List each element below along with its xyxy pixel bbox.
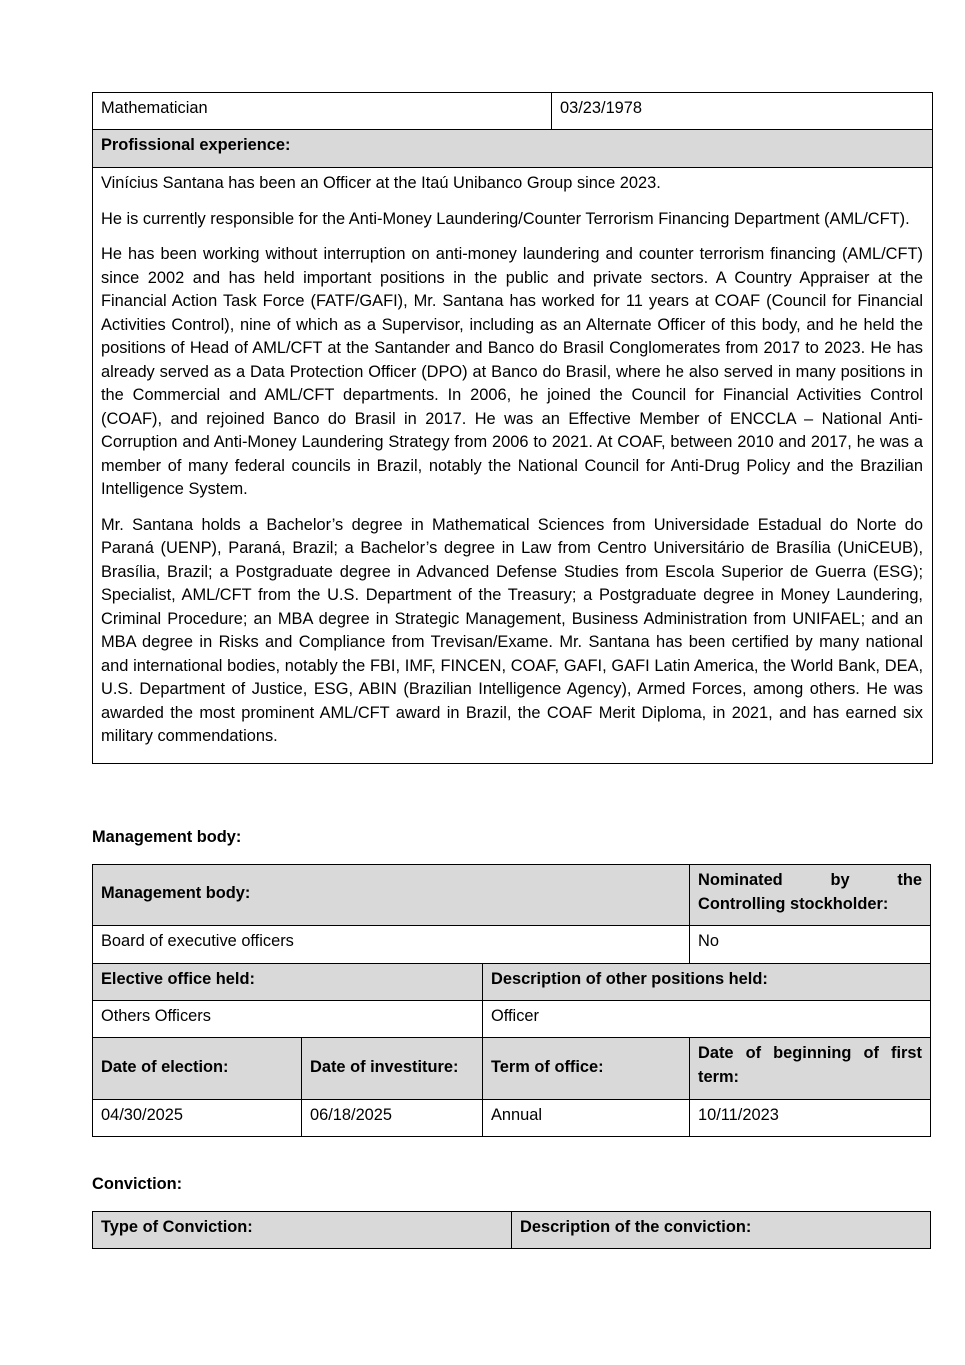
nominated-label: Nominated by the Controlling stockholder: xyxy=(690,865,931,926)
experience-body xyxy=(93,168,933,764)
birth-date: 03/23/1978 xyxy=(560,99,643,117)
experience-paragraph: He has been working without interruption on anti-money laundering and counter terrorism financing (AML/CFT) since 2002 and has held important positions in the public and private sectors. A Country Appraiser at the Financial Action Task Force (FATF/GAFI), Mr. Santana has worked for 11 years at COAF (Council for Financial Activities Control), nine of which as a Supervisor, including as an Alternate Officer of this body, and he held the positions of Head of AML/CFT at the Santander and Banco do Brasil Conglomerates from 2017 to 2023. He has already served as a Data Protection Officer (DPO) at Banco do Brasil, where he also served in many positions in the Commercial and AML/CFT departments. In 2006, he joined the Council for Financial Activities Control (COAF), and rejoined Banco do Brasil in 2017. He was an Effective Member of ENCCLA – National Anti-Corruption and Anti-Money Laundering Strategy from 2006 to 2021. At COAF, between 2010 and 2017, he was a member of many federal councils in Brazil, notably the National Council for Anti-Drug Policy and the Brazilian Intelligence System. xyxy=(101,245,923,498)
conviction-type-label: Type of Conviction: xyxy=(93,1212,512,1249)
experience-paragraph: Mr. Santana holds a Bachelor’s degree in Mathematical Sciences from Universidade Estadual do Norte do Paraná (UENP), Paraná, Brazil; a Bachelor’s degree in Law from Centro Universitário de Brasília (UniCEUB), Brasília, Brazil; a Postgraduate degree in Advanced Defense Studies from Escola Superior de Guerra (ESG); Specialist, AML/CFT from the U.S. Department of the Treasury; a Postgraduate degree in Money Laundering, Criminal Procedure; an MBA degree in Strategic Management, Business Administration from UNIFAEL; and an MBA degree in Risks and Compliance from Trevisan/Exame. Mr. Santana has been certified by many national and international bodies, notably the FBI, IMF, FINCEN, COAF, GAFI, GAFI Latin America, the World Bank, DEA, U.S. Department of Justice, ESG, ABIN (Brazilian Intelligence Agency), Armed Forces, among others. He was awarded the most prominent AML/CFT award in Brazil, the COAF Merit Diploma, in 2021, and has earned six military commendations. xyxy=(101,515,923,745)
elective-office-value: Others Officers xyxy=(93,1001,483,1038)
occupation: Mathematician xyxy=(101,99,208,117)
election-date-label: Date of election: xyxy=(93,1038,302,1100)
experience-header: Profissional experience: xyxy=(93,130,933,168)
investiture-date-label: Date of investiture: xyxy=(302,1038,483,1100)
management-section-title: Management body: xyxy=(92,828,242,846)
profile-table xyxy=(92,92,933,764)
elective-office-label: Elective office held: xyxy=(93,964,483,1001)
other-positions-value: Officer xyxy=(483,1001,931,1038)
conviction-description-label: Description of the conviction: xyxy=(512,1212,931,1249)
term-label: Term of office: xyxy=(483,1038,690,1100)
conviction-table xyxy=(92,1211,931,1249)
election-date-value: 04/30/2025 xyxy=(93,1100,302,1137)
other-positions-label: Description of other positions held: xyxy=(483,964,931,1001)
conviction-section-title: Conviction: xyxy=(92,1175,183,1193)
birth-date-cell xyxy=(552,93,933,130)
first-term-label: Date of beginning of first term: xyxy=(690,1038,931,1100)
nominated-value: No xyxy=(690,926,931,964)
investiture-date-value: 06/18/2025 xyxy=(302,1100,483,1137)
term-value: Annual xyxy=(483,1100,690,1137)
experience-paragraph: He is currently responsible for the Anti-Money Laundering/Counter Terrorism Financing Department (AML/CFT). xyxy=(101,209,910,228)
management-body-value: Board of executive officers xyxy=(93,926,690,964)
management-body-label: Management body: xyxy=(93,865,690,926)
occupation-cell xyxy=(93,93,552,130)
first-term-value: 10/11/2023 xyxy=(690,1100,931,1137)
experience-paragraph: Vinícius Santana has been an Officer at the Itaú Unibanco Group since 2023. xyxy=(101,174,661,192)
management-table xyxy=(92,864,931,1137)
